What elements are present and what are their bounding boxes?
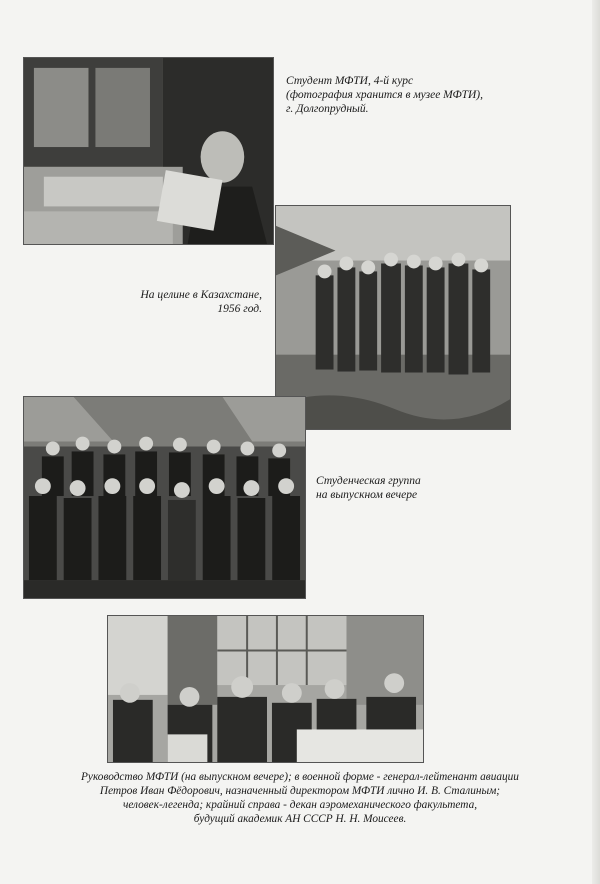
caption-line: Петров Иван Фёдорович, назначенный директором МФТИ лично И. В. Сталиным; [99, 785, 501, 797]
caption-line: Руководство МФТИ (на выпускном вечере); в военной форме - генерал-лейтенант авиации [81, 771, 519, 783]
caption-photo3 [316, 474, 421, 502]
caption-line: г. Долгопрудный. [286, 103, 369, 115]
caption-line: Студент МФТИ, 4-й курс [286, 75, 414, 87]
photo-virgin-lands-group [275, 205, 511, 430]
caption-line: на выпускном вечере [316, 489, 418, 501]
caption-line: (фотография хранится в музее МФТИ), [286, 89, 483, 101]
photo-student-reading [23, 57, 274, 245]
caption-photo1 [286, 74, 483, 116]
caption-line: Студенческая группа [316, 475, 421, 487]
caption-line: будущий академик АН СССР Н. Н. Моисеев. [193, 813, 407, 825]
photo-graduation-group [23, 396, 306, 599]
caption-line: 1956 год. [217, 303, 262, 315]
caption-photo2 [140, 288, 262, 316]
caption-line: человек-легенда; крайний справа - декан аэромеханического факультета, [122, 799, 478, 811]
caption-line: На целине в Казахстане, [140, 289, 262, 301]
page-edge [592, 0, 600, 884]
photo-mipt-leadership-banquet [107, 615, 424, 763]
caption-photo4 [40, 770, 560, 826]
